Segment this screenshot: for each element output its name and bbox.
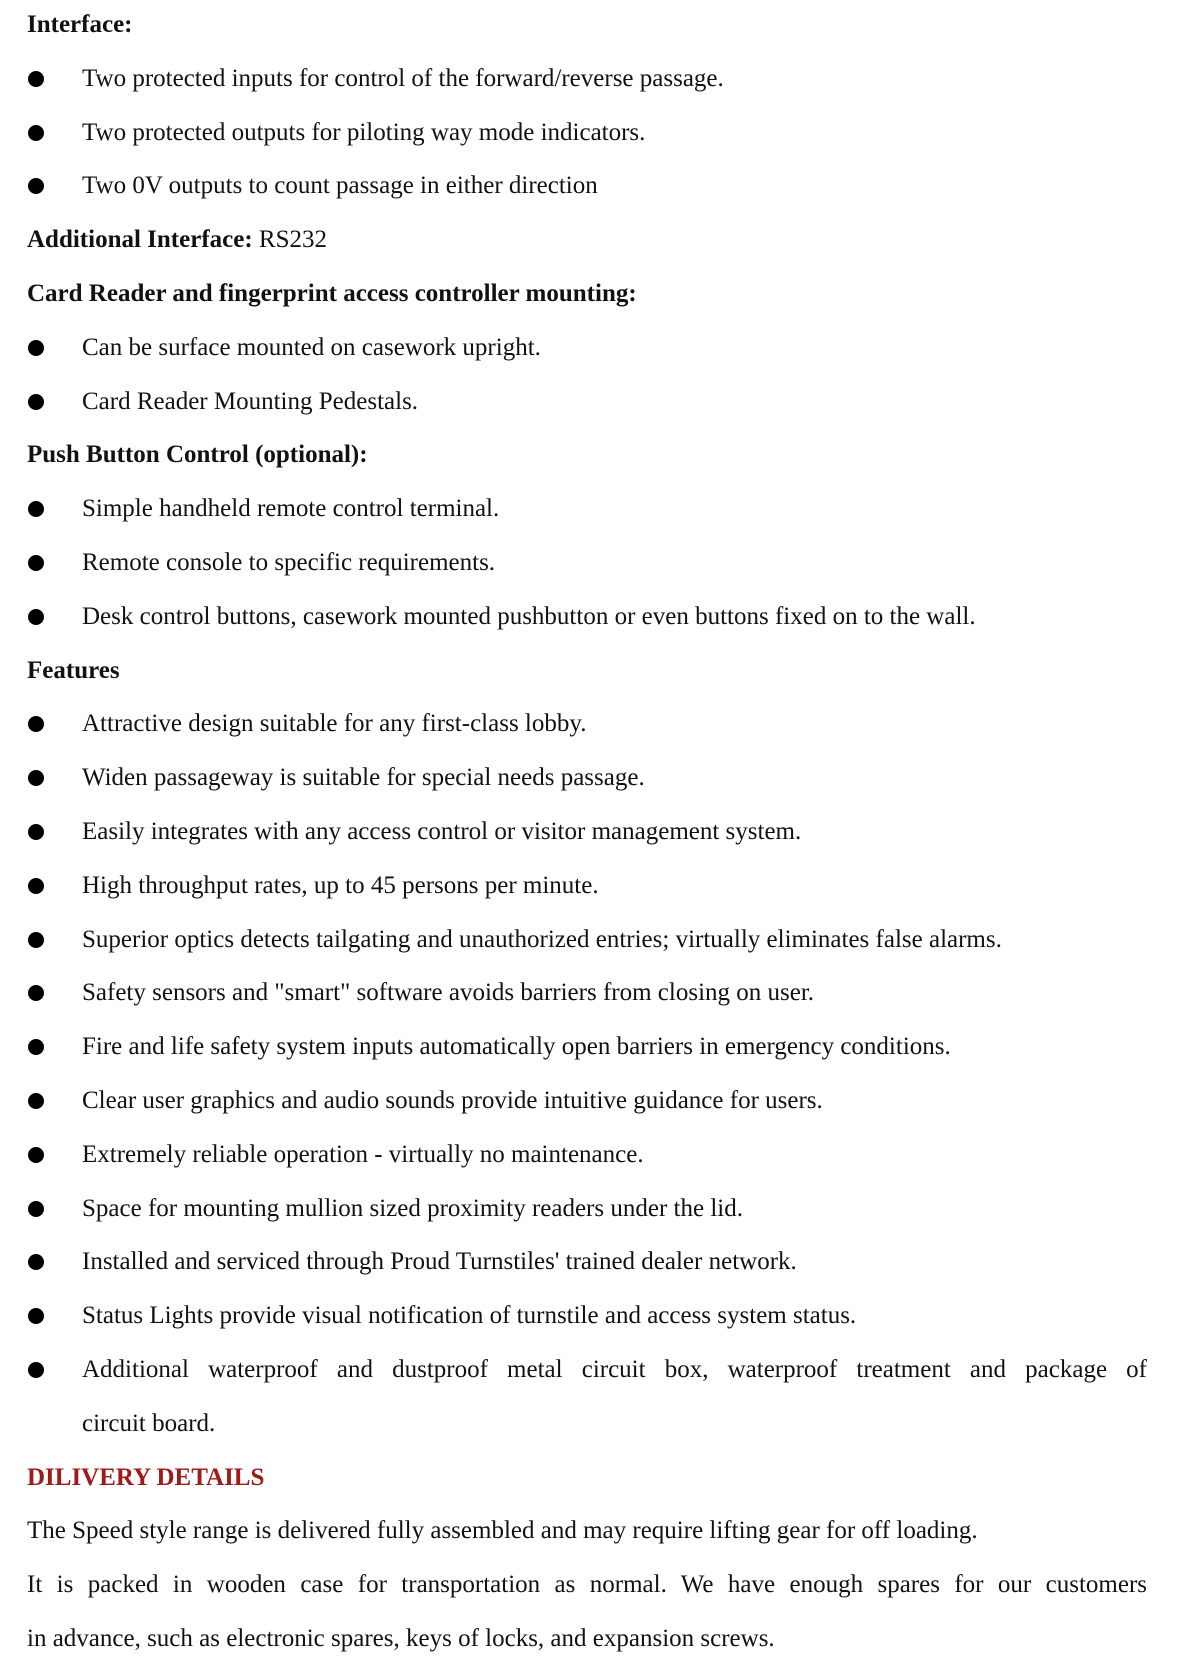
list-item: Desk control buttons, casework mounted pushbutton or even buttons fixed on to the wall. [27,592,1147,646]
bullet-icon [28,1093,44,1109]
list-item: High throughput rates, up to 45 persons per minute. [27,861,1147,915]
list-item: Card Reader Mounting Pedestals. [27,377,1147,431]
push-button-heading: Push Button Control (optional): [27,441,368,469]
additional-interface-value: RS232 [252,226,328,254]
delivery-paragraph-line: The Speed style range is delivered fully assembled and may require lifting gear for off loading. [27,1517,978,1545]
bullet-icon [28,932,44,948]
features-heading: Features [27,656,120,684]
card-reader-heading: Card Reader and fingerprint access controller mounting: [27,279,637,307]
bullet-icon [28,178,44,194]
bullet-icon [28,878,44,894]
delivery-paragraph-line: in advance, such as electronic spares, keys of locks, and expansion screws. [27,1624,775,1652]
list-item: Fire and life safety system inputs automatically open barriers in emergency conditions. [27,1022,1147,1076]
document-body [27,0,1147,1668]
bullet-icon [28,125,44,141]
bullet-icon [28,555,44,571]
list-item: Additional waterproof and dustproof metal circuit box, waterproof treatment and package of [27,1345,1147,1399]
bullet-icon [28,1308,44,1324]
list-item: Extremely reliable operation - virtually no maintenance. [27,1130,1147,1184]
additional-interface-line [27,215,1147,269]
bullet-icon [28,1201,44,1217]
list-item: Can be surface mounted on casework upright. [27,323,1147,377]
bullet-icon [28,394,44,410]
list-item: Widen passageway is suitable for special needs passage. [27,753,1147,807]
list-item: Simple handheld remote control terminal. [27,484,1147,538]
bullet-icon [28,340,44,356]
bullet-icon [28,716,44,732]
list-item: Two 0V outputs to count passage in either direction [27,161,1147,215]
list-item-continuation: circuit board. [82,1409,216,1437]
bullet-icon [28,71,44,87]
list-item: Superior optics detects tailgating and unauthorized entries; virtually eliminates false alarms. [27,915,1147,969]
list-item: Installed and serviced through Proud Turnstiles' trained dealer network. [27,1237,1147,1291]
list-item: Attractive design suitable for any first-class lobby. [27,699,1147,753]
bullet-icon [28,609,44,625]
list-item: Space for mounting mullion sized proximity readers under the lid. [27,1184,1147,1238]
bullet-icon [28,501,44,517]
additional-interface-label: Additional Interface: [27,226,253,254]
list-item: Two protected inputs for control of the forward/reverse passage. [27,54,1147,108]
delivery-heading: DILIVERY DETAILS [27,1463,265,1491]
list-item: Easily integrates with any access control or visitor management system. [27,807,1147,861]
list-item: Clear user graphics and audio sounds provide intuitive guidance for users. [27,1076,1147,1130]
list-item: Safety sensors and "smart" software avoids barriers from closing on user. [27,968,1147,1022]
bullet-icon [28,985,44,1001]
delivery-paragraph-line: It is packed in wooden case for transportation as normal. We have enough spares for our customers [27,1571,1147,1599]
bullet-icon [28,1039,44,1055]
bullet-icon [28,1254,44,1270]
list-item: Status Lights provide visual notification of turnstile and access system status. [27,1291,1147,1345]
list-item: Remote console to specific requirements. [27,538,1147,592]
bullet-icon [28,770,44,786]
bullet-icon [28,824,44,840]
interface-heading: Interface: [27,11,133,38]
bullet-icon [28,1147,44,1163]
bullet-icon [28,1362,44,1378]
list-item: Two protected outputs for piloting way mode indicators. [27,108,1147,162]
